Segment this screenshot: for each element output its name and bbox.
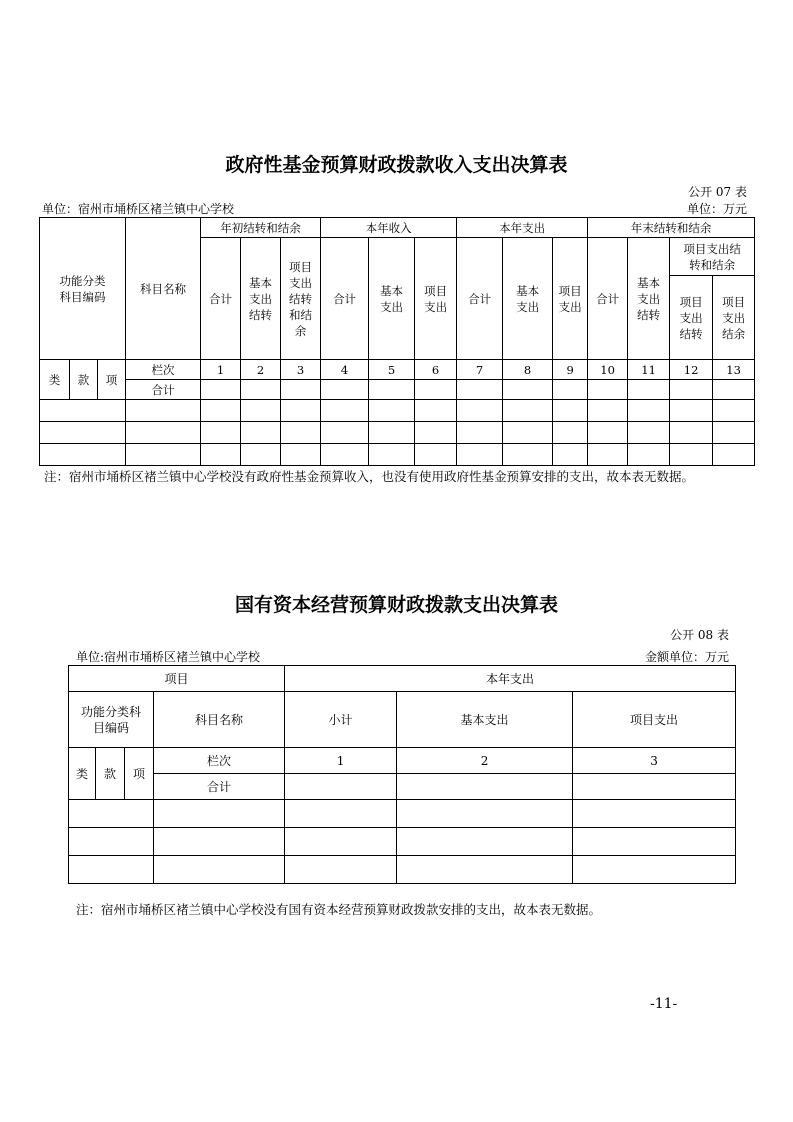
col-number: 3 — [281, 360, 321, 380]
col-basic-carry: 基本 支出 结转 — [241, 238, 281, 360]
header-xiang: 项 — [98, 360, 126, 400]
header-func-code: 功能分类 科目编码 — [40, 218, 126, 360]
group-income: 本年收入 — [321, 218, 457, 238]
header-lei: 类 — [40, 360, 70, 400]
col-total: 合计 — [588, 238, 628, 360]
col-number: 3 — [573, 748, 736, 774]
page-number: -11- — [650, 996, 678, 1012]
col-number: 8 — [503, 360, 553, 380]
col-number: 1 — [201, 360, 241, 380]
header-kuan: 款 — [70, 360, 98, 400]
col-total: 合计 — [201, 238, 241, 360]
header-lei: 类 — [69, 748, 96, 800]
row-total-label: 合计 — [126, 380, 201, 400]
col-total: 合计 — [457, 238, 503, 360]
table08-note: 注：宿州市埇桥区褚兰镇中心学校没有国有资本经营预算财政拨款安排的支出，故本表无数据。 — [76, 902, 602, 917]
row-lanci: 栏次 — [154, 748, 285, 774]
header-func-code: 功能分类科 目编码 — [69, 692, 154, 748]
header-year-expense: 本年支出 — [285, 666, 736, 692]
group-proj-carry-remain: 项目支出结 转和结余 — [670, 238, 755, 276]
table08-unit-right: 金额单位：万元 — [644, 650, 729, 664]
col-number: 5 — [369, 360, 415, 380]
col-total: 合计 — [321, 238, 369, 360]
col-proj: 项目 支出 — [553, 238, 588, 360]
col-number: 12 — [670, 360, 713, 380]
col-number: 6 — [415, 360, 457, 380]
table08-code: 公开 08 表 — [670, 628, 729, 642]
table-row — [40, 422, 755, 444]
table-row — [69, 856, 736, 884]
table-row — [69, 828, 736, 856]
col-end-proj-carry: 项目 支出 结转 — [670, 276, 713, 360]
col-number: 7 — [457, 360, 503, 380]
table08-title: 国有资本经营预算财政拨款支出决算表 — [234, 594, 558, 616]
group-end-balance: 年末结转和结余 — [588, 218, 755, 238]
col-number: 10 — [588, 360, 628, 380]
col-basic: 基本 支出 — [503, 238, 553, 360]
col-number: 1 — [285, 748, 397, 774]
table08-unit-left: 单位:宿州市埇桥区褚兰镇中心学校 — [76, 650, 261, 664]
header-kuan: 款 — [96, 748, 125, 800]
col-number: 4 — [321, 360, 369, 380]
col-subtotal: 小计 — [285, 692, 397, 748]
table07-title: 政府性基金预算财政拨款收入支出决算表 — [225, 154, 568, 176]
table07 — [39, 217, 755, 466]
table-row — [69, 800, 736, 828]
col-basic: 基本支出 — [397, 692, 573, 748]
col-proj: 项目 支出 — [415, 238, 457, 360]
col-proj: 项目支出 — [573, 692, 736, 748]
col-number: 2 — [397, 748, 573, 774]
header-item: 项目 — [69, 666, 285, 692]
row-lanci: 栏次 — [126, 360, 201, 380]
col-number: 9 — [553, 360, 588, 380]
col-number: 2 — [241, 360, 281, 380]
group-begin-balance: 年初结转和结余 — [201, 218, 321, 238]
col-basic: 基本 支出 — [369, 238, 415, 360]
table-row — [40, 400, 755, 422]
col-number: 11 — [628, 360, 670, 380]
header-subject-name: 科目名称 — [126, 218, 201, 360]
col-end-basic-carry: 基本 支出 结转 — [628, 238, 670, 360]
col-number: 13 — [713, 360, 755, 380]
table07-unit-left: 单位：宿州市埇桥区褚兰镇中心学校 — [42, 202, 235, 216]
table07-code: 公开 07 表 — [688, 185, 747, 199]
col-end-proj-remain: 项目 支出 结余 — [713, 276, 755, 360]
col-proj-carry: 项目 支出 结转 和结 余 — [281, 238, 321, 360]
table07-note: 注：宿州市埇桥区褚兰镇中心学校没有政府性基金预算收入，也没有使用政府性基金预算安排的支出，故本表无数据。 — [44, 469, 695, 484]
table07-unit-right: 单位：万元 — [686, 202, 747, 216]
header-xiang: 项 — [125, 748, 154, 800]
row-total-label: 合计 — [154, 774, 285, 800]
table-row — [40, 444, 755, 466]
group-expense: 本年支出 — [457, 218, 588, 238]
header-subject-name: 科目名称 — [154, 692, 285, 748]
table08 — [68, 665, 736, 884]
